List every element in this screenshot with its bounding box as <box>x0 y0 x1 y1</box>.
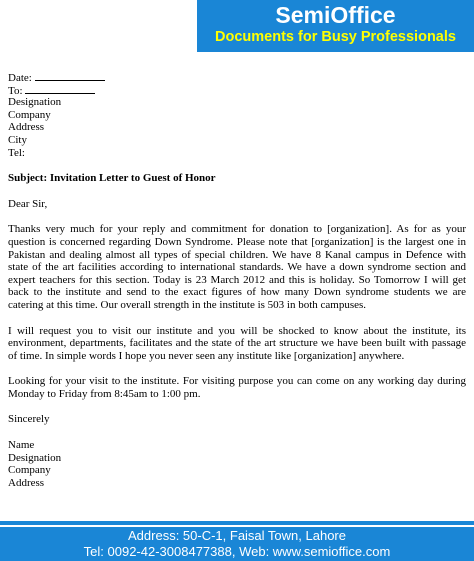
footer-address: Address: 50-C-1, Faisal Town, Lahore <box>128 528 346 543</box>
closing: Sincerely <box>8 413 50 426</box>
signature-name: Name <box>8 439 35 452</box>
signature-company: Company <box>8 464 51 477</box>
date-line <box>8 71 466 84</box>
brand-banner <box>197 0 474 52</box>
recipient-city: City <box>8 133 27 146</box>
salutation: Dear Sir, <box>8 197 48 210</box>
recipient-company: Company <box>8 108 51 121</box>
to-label: To: <box>8 84 23 97</box>
to-line <box>8 84 466 97</box>
date-blank <box>35 71 105 81</box>
recipient-tel: Tel: <box>8 146 25 159</box>
recipient-designation: Designation <box>8 96 62 109</box>
paragraph-donation: Thanks very much for your reply and commitment for donation to [organization]. As for as your question is concerned regarding Down Syndrome. Please note that [organization] is the largest one in Pakistan and dealing almost all types of special children. We have 8 Kanal campus in Defence with state of the art facilities according to international standards. We have a down syndrome section and expert teachers for this section. Today is 23 March 2012 and this is holiday. So Tomorrow I will get back to the institute and send to the exact figures of how many Down syndrome students we are catering at this time. Our overall strength in the institute is 503 in both campuses. <box>8 223 466 311</box>
paragraph-visiting-hours: Looking for your visit to the institute. For visiting purpose you can come on any working day during Monday to Friday from 8:45am to 1:00 pm. <box>8 375 466 400</box>
letter-body <box>8 71 466 489</box>
recipient-address: Address <box>8 121 45 134</box>
footer-divider <box>0 521 474 525</box>
paragraph-request-visit: I will request you to visit our institute and you will be shocked to know about the institute, its environment, departments, facilitates and the state of the art structure we have been built with passage of time. In simple words I hope you never seen any institute like [organization] anywhere. <box>8 324 466 362</box>
brand-name: SemiOffice <box>275 2 396 28</box>
signature-address: Address <box>8 476 45 489</box>
to-blank <box>25 84 95 94</box>
footer-contact: Tel: 0092-42-3008477388, Web: www.semioffice.com <box>83 544 391 559</box>
signature-block <box>8 439 466 489</box>
date-label: Date: <box>8 72 32 84</box>
subject-line: Subject: Invitation Letter to Guest of Honor <box>8 172 216 185</box>
footer-banner <box>0 527 474 561</box>
brand-tagline: Documents for Busy Professionals <box>215 29 456 45</box>
signature-designation: Designation <box>8 451 62 464</box>
